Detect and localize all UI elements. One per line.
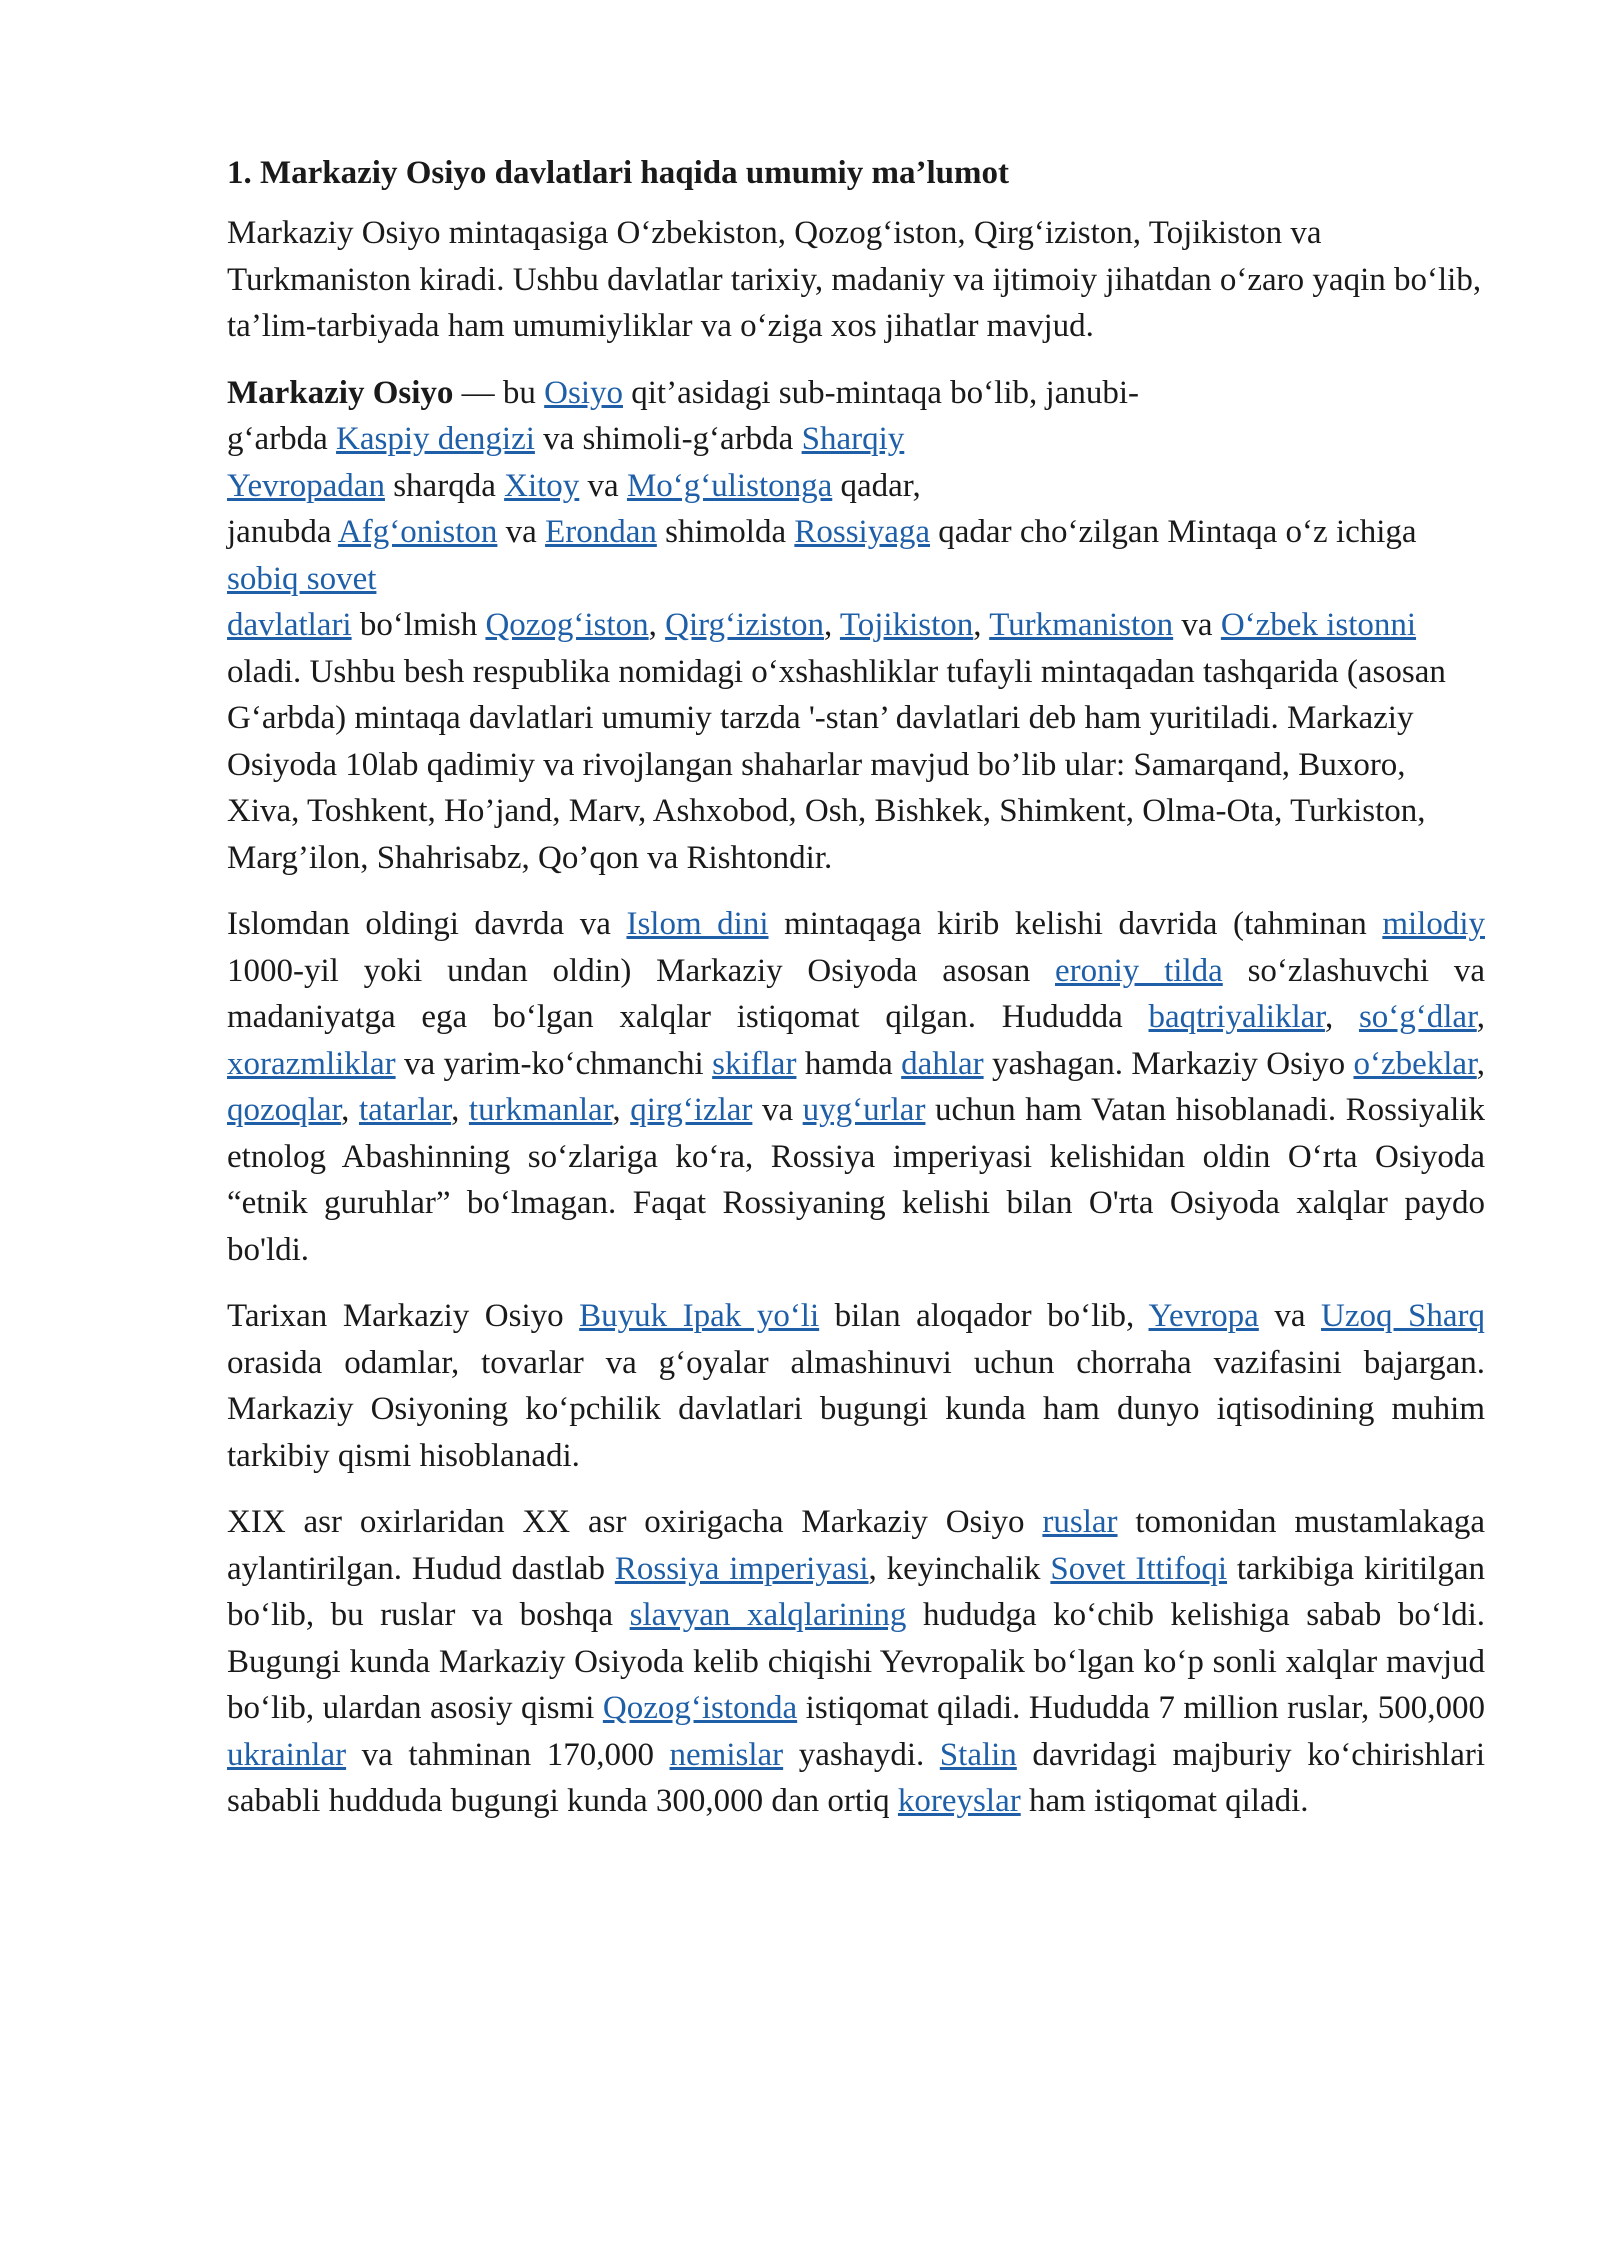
paragraph-colonial-period: XIX asr oxirlaridan XX asr oxirigacha Markaziy Osiyo ruslar tomonidan mustamlakaga aylantirilgan. Hudud dastlab Rossiya imperiyasi, keyinchalik Sovet Ittifoqi tarkibiga kiritilgan bo‘lib, bu ruslar va boshqa slavyan xalqlarining hududga ko‘chib kelishiga sabab bo‘ldi. Bugungi kunda Markaziy Osiyoda kelib chiqishi Yevropalik bo‘lgan ko‘p sonli xalqlar mavjud bo‘lib, ulardan asosiy qismi Qozog‘istonda istiqomat qiladi. Hududda 7 million ruslar, 500,000 ukrainlar va tahminan 170,000 nemislar yashaydi. Stalin davridagi majburiy ko‘chirishlari sababli hudduda bugungi kunda 300,000 dan ortiq koreyslar ham istiqomat qiladi. [227,1504,1485,1819]
link-davlatlari[interactable]: davlatlari [227,607,352,643]
link-sogdlar[interactable]: so‘g‘dlar [1358,999,1477,1035]
link-turkmanlar[interactable]: turkmanlar [468,1092,613,1128]
link-ruslar[interactable]: ruslar [1042,1504,1118,1540]
paragraph-silk-road: Tarixan Markaziy Osiyo Buyuk Ipak yo‘li bilan aloqador bo‘lib, Yevropa va Uzoq Sharq orasida odamlar, tovarlar va g‘oyalar almashinuvi uchun chorraha vazifasini bajargan. Markaziy Osiyoning ko‘pchilik davlatlari bugungi kunda ham dunyo iqtisodining muhim tarkibiy qismi hisoblanadi. [227,1298,1485,1474]
link-stalin[interactable]: Stalin [939,1736,1017,1773]
link-koreyslar[interactable]: koreyslar [897,1783,1021,1819]
paragraph-definition: Markaziy Osiyo — bu Osiyo qit’asidagi sub-mintaqa bo‘lib, janubi- g‘arbda Kaspiy dengizi va shimoli-g‘arbda Sharqiy Yevropadan sharqda Xitoy va Mo‘g‘ulistonga qadar, janubda Afg‘oniston va Erondan shimolda Rossiyaga qadar cho‘zilgan Mintaqa o‘z ichiga sobiq sovet davlatlari bo‘lmish Qozog‘iston, Qirg‘iziston, Tojikiston, Turkmaniston va O‘zbek istonni oladi. Ushbu besh respublika nomidagi o‘xshashliklar tufayli mintaqadan tashqarida (asosan G‘arbda) mintaqa davlatlari umumiy tarzda '-stan’ davlatlari deb ham yuritiladi. Markaziy Osiyoda 10lab qadimiy va rivojlangan shaharlar mavjud bo’lib ular: Samarqand, Buxoro, Xiva, Toshkent, Ho’jand, Marv, Ashxobod, Osh, Bishkek, Shimkent, Olma-Ota, Turkiston, Marg’ilon, Shahrisabz, Qo’qon va Rishtondir. [227,374,1446,876]
link-qirgizlar[interactable]: qirg‘izlar [630,1092,753,1128]
link-rossiya-imperiyasi[interactable]: Rossiya imperiyasi [614,1550,869,1587]
link-kaspiy-dengizi[interactable]: Kaspiy dengizi [336,421,535,457]
link-xitoy[interactable]: Xitoy [504,467,580,504]
link-erondan[interactable]: Erondan [545,514,657,550]
link-qozogiston[interactable]: Qozog‘iston [485,607,649,643]
link-islom-dini[interactable]: Islom dini [626,906,769,942]
link-yevropa[interactable]: Yevropa [1148,1298,1259,1334]
section-heading: 1. Markaziy Osiyo davlatlari haqida umumiy ma’lumot [227,155,1009,191]
link-xorazmliklar[interactable]: xorazmliklar [227,1045,396,1082]
link-qirgiziston[interactable]: Qirg‘iziston [665,607,824,643]
link-ukrainlar[interactable]: ukrainlar [227,1736,347,1773]
link-mogulistonga[interactable]: Mo‘g‘ulistonga [626,467,833,504]
link-milodiy[interactable]: milodiy [1382,906,1485,942]
link-nemislar[interactable]: nemislar [669,1736,784,1773]
paragraph-intro: Markaziy Osiyo mintaqasiga O‘zbekiston, Qozog‘iston, Qirg‘iziston, Tojikiston va Turkmaniston kiradi. Ushbu davlatlar tarixiy, madaniy va ijtimoiy jihatdan o‘zaro yaqin bo‘lib, ta’lim-tarbiyada ham umumiyliklar va o‘ziga xos jihatlar mavjud. [227,215,1482,344]
link-osiyo[interactable]: Osiyo [544,374,623,411]
link-buyuk-ipak-yoli[interactable]: Buyuk Ipak yo‘li [579,1298,820,1334]
link-afgoniston[interactable]: Afg‘oniston [337,514,498,550]
link-skiflar[interactable]: skiflar [712,1045,797,1082]
link-rossiyaga[interactable]: Rossiyaga [794,514,931,550]
link-slavyan-xalqlarining[interactable]: slavyan xalqlarining [629,1597,907,1633]
paragraph-history-peoples: Islomdan oldingi davrda va Islom dini mintaqaga kirib kelishi davrida (tahminan milodiy 1000-yil yoki undan oldin) Markaziy Osiyoda asosan eroniy tilda so‘zlashuvchi va madaniyatga ega bo‘lgan xalqlar istiqomat qilgan. Hududda baqtriyaliklar, so‘g‘dlar, xorazmliklar va yarim-ko‘chmanchi skiflar hamda dahlar yashagan. Markaziy Osiyo o‘zbeklar, qozoqlar, tatarlar, turkmanlar, qirg‘izlar va uyg‘urlar uchun ham Vatan hisoblanadi. Rossiyalik etnolog Abashinning so‘zlariga ko‘ra, Rossiya imperiyasi kelishidan oldin O‘rta Osiyoda “etnik guruhlar” bo‘lmagan. Faqat Rossiyaning kelishi bilan O'rta Osiyoda xalqlar paydo bo'ldi. [227,906,1486,1268]
link-ozbekistonni[interactable]: O‘zbek istonni [1220,607,1417,643]
link-sharqiy[interactable]: Sharqiy [801,421,905,457]
link-qozogistonda[interactable]: Qozog‘istonda [602,1690,798,1726]
link-yevropadan[interactable]: Yevropadan [227,467,385,504]
link-sovet-ittifoqi[interactable]: Sovet Ittifoqi [1050,1550,1228,1587]
link-eroniy-tilda[interactable]: eroniy tilda [1055,952,1223,989]
link-tatarlar[interactable]: tatarlar [358,1092,452,1128]
document-page [227,150,1485,1845]
link-qozoqlar[interactable]: qozoqlar [227,1092,342,1128]
link-baqtriyaliklar[interactable]: baqtriyaliklar [1148,999,1325,1035]
link-uzoq-sharq[interactable]: Uzoq Sharq [1321,1298,1485,1334]
bold-term: Markaziy Osiyo [227,374,454,411]
link-turkmaniston[interactable]: Turkmaniston [989,607,1174,643]
link-ozbeklar[interactable]: o‘zbeklar [1353,1045,1477,1082]
link-uygurlar[interactable]: uyg‘urlar [802,1092,926,1128]
link-tojikiston[interactable]: Tojikiston [839,607,974,643]
link-dahlar[interactable]: dahlar [901,1045,984,1082]
link-sobiq-sovet[interactable]: sobiq sovet [227,560,377,597]
